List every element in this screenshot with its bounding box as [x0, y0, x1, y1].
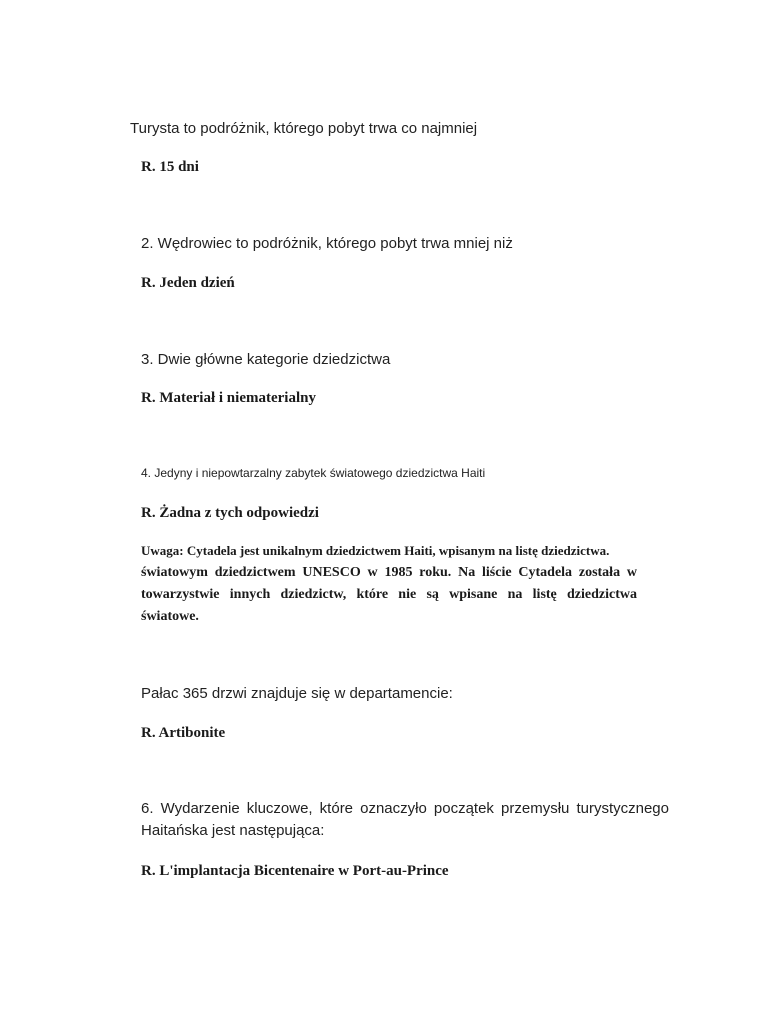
note-paragraph — [141, 540, 637, 628]
question-4: 4. Jedyny i niepowtarzalny zabytek światowego dziedzictwa Haiti — [141, 466, 486, 480]
answer-4: R. Żadna z tych odpowiedzi — [141, 505, 319, 521]
note-rest: światowym dziedzictwem UNESCO w 1985 roku. Na liście Cytadela została w towarzystwie innych dziedzictw, które nie są wpisane na listę dziedzictwa światowe. — [141, 565, 637, 624]
answer-5: R. Artibonite — [141, 725, 226, 741]
question-1: Turysta to podróżnik, którego pobyt trwa co najmniej — [130, 120, 478, 137]
question-3: 3. Dwie główne kategorie dziedzictwa — [141, 351, 391, 368]
question-6: 6. Wydarzenie kluczowe, które oznaczyło początek przemysłu turystycznego Haitańska jest następująca: — [141, 800, 669, 839]
answer-6: R. L'implantacja Bicentenaire w Port-au-Prince — [141, 863, 449, 879]
note-first-line: Uwaga: Cytadela jest unikalnym dziedzictwem Haiti, wpisanym na listę dziedzictwa. — [141, 543, 610, 558]
question-2: 2. Wędrowiec to podróżnik, którego pobyt trwa mniej niż — [141, 235, 513, 252]
question-5: Pałac 365 drzwi znajduje się w departamencie: — [141, 685, 453, 702]
answer-1: R. 15 dni — [141, 159, 199, 175]
answer-2: R. Jeden dzień — [141, 275, 235, 291]
answer-3: R. Materiał i niematerialny — [141, 390, 316, 406]
